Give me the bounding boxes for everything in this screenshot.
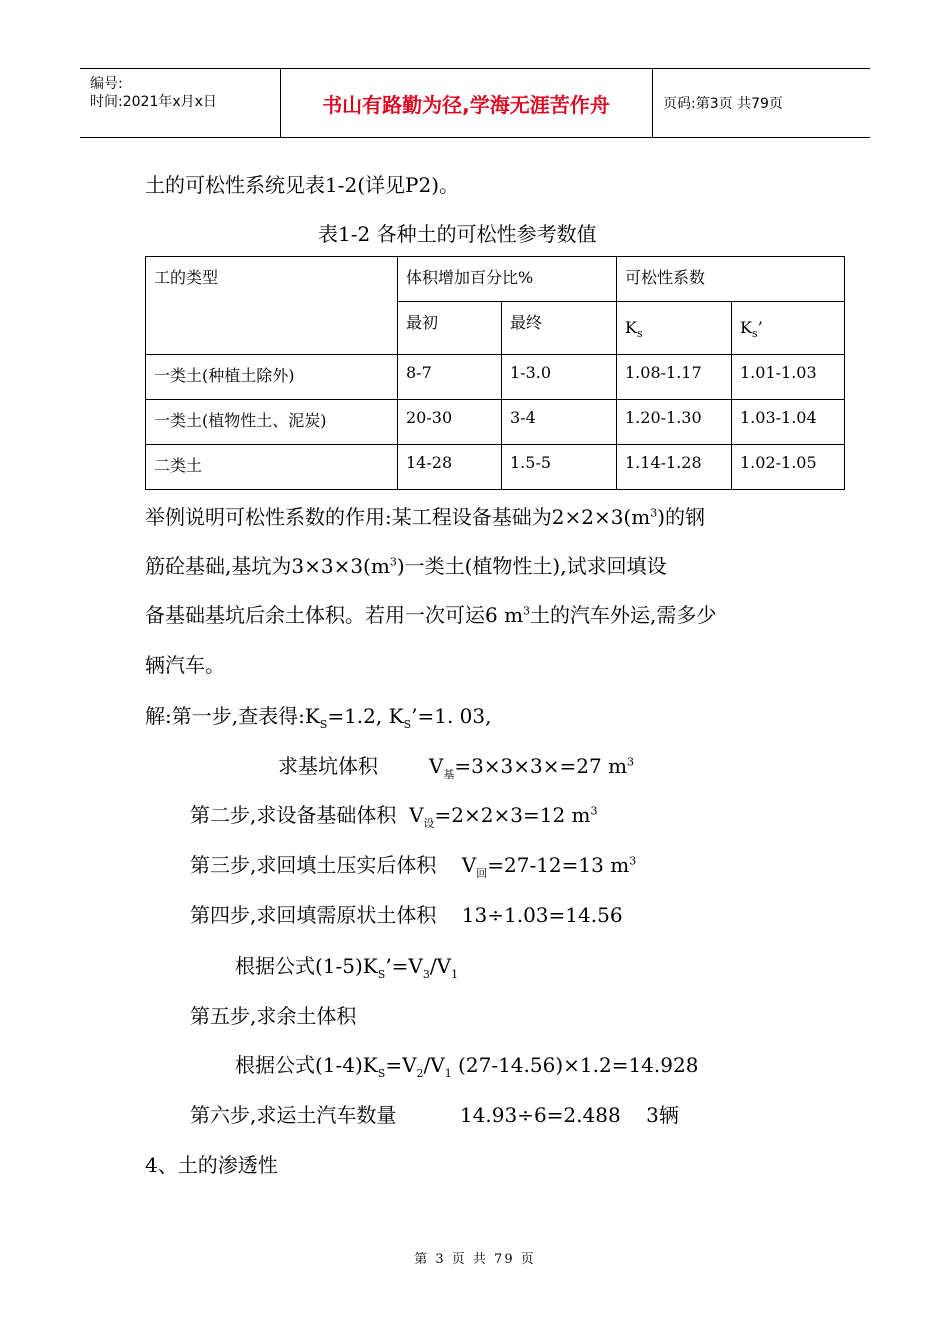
cell-final: 1.5-5 [502,445,617,490]
header-ks-prime: $K_s$’ [732,302,845,355]
table-row [146,355,845,400]
example-line-2: 筋砼基础,基坑为$3\times 3\times 3(m^3)$一类土(植物性土),试求回填设 [145,554,667,578]
cell-initial: 20-30 [398,400,502,445]
header-page-label: 页码:第3页 共79页 [663,96,783,112]
solution-step-3: 第三步,求回填土压实后体积 $V_回=27-12=13$ $m^3$ [190,853,637,880]
header-meta [80,69,281,137]
section-4-heading: 4、土的渗透性 [145,1153,278,1177]
solution-pit-volume: 求基坑体积 $V_基=3\times 3\times 3\times=27$ $m^3$ [278,754,635,781]
page-header [80,68,870,138]
time-label: 时间:2021年x月x日 [90,94,217,110]
cell-final: 1-3.0 [502,355,617,400]
example-line-4: 辆汽车。 [145,653,225,677]
formula-1-4: 根据公式$(1-4)K_S=V_2/V_1$ (27-14.56)×1.2=14.928 [235,1053,699,1080]
solution-step-6: 第六步,求运土汽车数量 14.93÷6=2.488 3辆 [190,1103,679,1127]
header-motto: 书山有路勤为径,学海无涯苦作舟 [280,69,653,137]
formula-1-5: 根据公式$(1-5)K_S’=V_3/V_1$ [235,954,459,981]
serial-label: 编号: [90,76,123,92]
cell-ks: 1.14-1.28 [617,445,732,490]
solution-step-2: 第二步,求设备基础体积 $V_设=2\times 2\times 3=12$ $m^3$ [190,803,598,830]
table-row [146,445,845,490]
solution-step-1: 解:第一步,查表得$:K_S=1.2$, $K_S’=1$. 03, [145,704,492,731]
header-initial: 最初 [398,302,502,355]
header-ks: $K_s$ [617,302,732,355]
cell-final: 3-4 [502,400,617,445]
header-volume-increase: 体积增加百分比% [398,257,617,302]
page-footer: 第 3 页 共 79 页 [414,1252,536,1267]
cell-type: 二类土 [146,445,398,490]
cell-initial: 14-28 [398,445,502,490]
cell-ks-prime: 1.01-1.03 [732,355,845,400]
table-row [146,400,845,445]
intro-text: 土的可松性系统见表1-2(详见P2)。 [145,173,459,197]
cell-initial: 8-7 [398,355,502,400]
cell-ks-prime: 1.03-1.04 [732,400,845,445]
cell-type: 一类土(植物性土、泥炭) [146,400,398,445]
solution-step-4: 第四步,求回填需原状土体积 13÷1.03=14.56 [190,903,623,927]
header-loosening-coef: 可松性系数 [617,257,845,302]
cell-ks: 1.08-1.17 [617,355,732,400]
cell-ks-prime: 1.02-1.05 [732,445,845,490]
header-soil-type: 工的类型 [146,257,398,355]
example-line-3: 备基础基坑后余土体积。若用一次可运6 $m^3$土的汽车外运,需多少 [145,603,717,627]
cell-type: 一类土(种植土除外) [146,355,398,400]
cell-ks: 1.20-1.30 [617,400,732,445]
header-final: 最终 [502,302,617,355]
solution-step-5: 第五步,求余土体积 [190,1004,357,1028]
table-caption: 表1-2 各种土的可松性参考数值 [318,222,597,246]
loosening-table [145,256,845,490]
example-line-1: 举例说明可松性系数的作用:某工程设备基础为$2\times 2\times 3(m^3)$的钢 [145,505,706,529]
